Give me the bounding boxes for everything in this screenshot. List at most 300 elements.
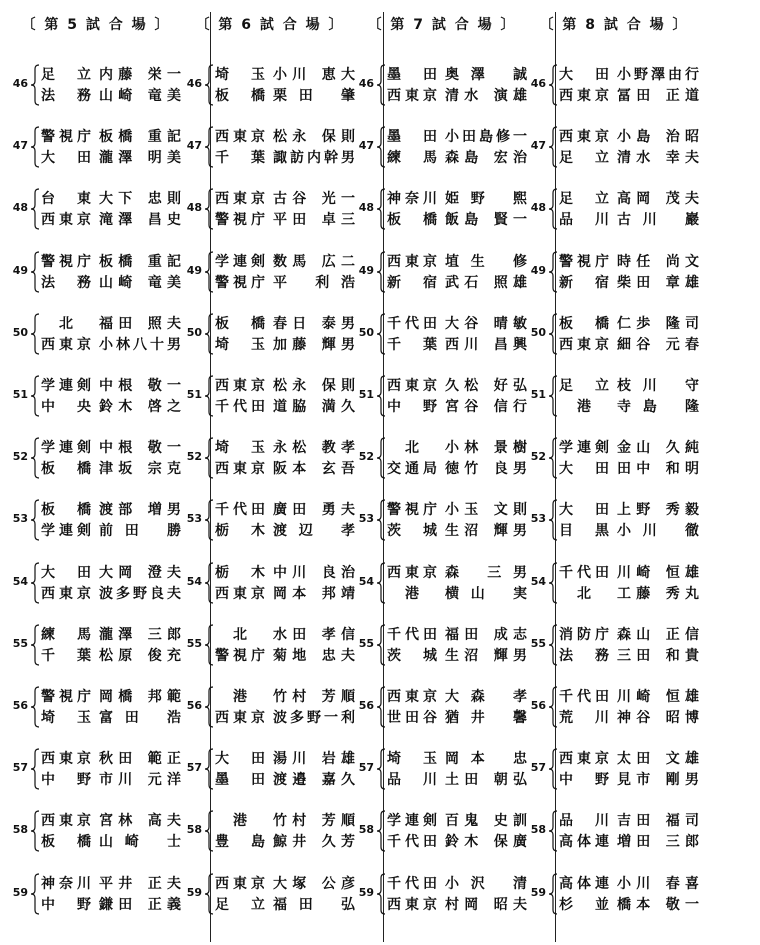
match-row (184, 685, 356, 729)
competitor-name: 徳竹 良男 (445, 461, 527, 478)
competitor-affiliation: 墨 田 (387, 129, 437, 146)
pairing-brace-icon (204, 561, 214, 605)
pairing-brace-icon (204, 250, 214, 294)
competitor-name: 小島 治昭 (617, 129, 699, 146)
match-row (528, 809, 700, 853)
court-heading: 〔 第 7 試 合 場 〕 (367, 17, 517, 33)
competitor-affiliation: 警視庁 (559, 253, 609, 270)
competitor-affiliation: 墨 田 (215, 772, 265, 789)
match-number: 47 (358, 139, 374, 153)
competitor-name: 生沼 輝男 (445, 647, 527, 664)
match-number: 50 (12, 325, 28, 339)
competitor-affiliation: 千代田 (387, 834, 437, 851)
competitor-affiliation: 西東京 (387, 689, 437, 705)
match-row (10, 312, 182, 356)
competitor-affiliation: 警視庁 (215, 212, 265, 229)
competitor-name: 清水 幸夫 (617, 150, 699, 167)
competitor-affiliation: 西東京 (41, 813, 91, 830)
pairing-brace-icon (30, 63, 40, 107)
match-row (184, 872, 356, 916)
competitor-line (215, 334, 355, 354)
competitor-affiliation: 千 葉 (215, 150, 265, 167)
competitor-name: 清水 演雄 (445, 88, 527, 104)
competitor-affiliation: 西東京 (387, 896, 437, 913)
match-row (184, 623, 356, 667)
competitor-name: 小川 春喜 (617, 875, 699, 892)
match-number: 47 (530, 139, 546, 153)
match-number: 50 (358, 325, 374, 339)
pairing-brace-icon (376, 374, 386, 418)
match-number: 51 (186, 388, 202, 401)
match-row (10, 125, 182, 169)
pairing-brace-icon (204, 498, 214, 542)
match-row (528, 872, 700, 916)
match-number: 52 (186, 450, 202, 464)
match-number: 57 (358, 761, 374, 775)
competitor-name: 見市 剛男 (617, 772, 699, 789)
competitor-name: 村岡 昭夫 (445, 896, 527, 913)
competitor-affiliation: 千 葉 (387, 336, 437, 353)
competitor-line (215, 85, 355, 105)
pairing-brace-icon (204, 374, 214, 418)
competitor-line (387, 583, 527, 603)
match-number: 55 (12, 636, 28, 650)
competitor-affiliation: 千代田 (559, 564, 609, 581)
competitor-affiliation: 学連剣 (559, 440, 609, 457)
competitor-affiliation: 栃 木 (215, 564, 265, 581)
competitor-line (387, 873, 527, 893)
match-row (184, 63, 356, 107)
competitor-affiliation: 警視庁 (41, 129, 91, 146)
competitor-name: 仁歩 隆司 (617, 315, 699, 332)
pairing-brace-icon (204, 685, 214, 729)
competitor-affiliation: 足 立 (215, 896, 265, 913)
match-row (528, 561, 700, 605)
competitor-affiliation: 西東京 (41, 585, 91, 602)
match-row (528, 498, 700, 542)
match-number: 50 (530, 325, 546, 339)
match-number: 52 (530, 450, 546, 464)
competitor-name: 小沢 清 (445, 875, 527, 892)
competitor-line (41, 748, 181, 768)
competitor-affiliation: 千代田 (387, 626, 437, 643)
competitor-line (215, 458, 355, 478)
competitor-name: 埴生 修 (445, 253, 527, 270)
pairing-brace-icon (376, 623, 386, 667)
competitor-line (215, 396, 355, 416)
competitor-affiliation: 板 橋 (387, 212, 437, 229)
competitor-name: 森島 宏治 (445, 150, 527, 167)
competitor-name: 山崎 竜美 (99, 88, 181, 104)
competitor-name: 中根 敬一 (99, 440, 181, 457)
competitor-affiliation: 足 立 (559, 378, 609, 394)
competitor-affiliation: 学連剣 (41, 378, 91, 394)
competitor-line (387, 272, 527, 292)
competitor-line (215, 499, 355, 519)
competitor-affiliation: 高体連 (559, 875, 609, 892)
pairing-brace-icon (204, 872, 214, 916)
competitor-affiliation: 北 (577, 585, 591, 602)
competitor-affiliation: 品 川 (387, 772, 437, 789)
competitor-affiliation: 板 橋 (41, 834, 91, 851)
match-row (10, 436, 182, 480)
competitor-line (559, 645, 699, 665)
competitor-affiliation: 北 (59, 315, 73, 332)
competitor-line (41, 520, 181, 540)
competitor-affiliation: 西東京 (559, 751, 609, 768)
pairing-brace-icon (548, 250, 558, 294)
match-row (356, 747, 528, 791)
competitor-affiliation: 高体連 (559, 834, 609, 851)
match-number: 51 (358, 388, 374, 401)
match-number: 51 (12, 388, 28, 401)
match-row (184, 436, 356, 480)
competitor-name: 鎌田 正義 (99, 896, 181, 913)
competitor-line (387, 748, 527, 768)
competitor-name: 岡橋 邦範 (99, 689, 181, 705)
competitor-affiliation: 栃 木 (215, 523, 265, 540)
competitor-name: 太田 文雄 (617, 751, 699, 768)
competitor-name: 平 利浩 (273, 274, 355, 291)
match-number: 54 (186, 574, 202, 588)
match-number: 52 (358, 450, 374, 464)
competitor-name: 津坂 宗克 (99, 461, 181, 478)
competitor-line (41, 209, 181, 229)
competitor-name: 諏訪内幹男 (273, 150, 355, 167)
competitor-line (559, 499, 699, 519)
pairing-brace-icon (548, 436, 558, 480)
pairing-brace-icon (204, 436, 214, 480)
competitor-name: 柴田 章雄 (617, 274, 699, 291)
competitor-line (387, 810, 527, 830)
competitor-line (41, 188, 181, 208)
pairing-brace-icon (30, 187, 40, 231)
competitor-name: 百鬼 史訓 (445, 813, 527, 830)
competitor-affiliation: 茨 城 (387, 523, 437, 540)
competitor-name: 竹村 芳順 (273, 813, 355, 830)
match-number: 55 (358, 636, 374, 650)
competitor-name: 上野 秀毅 (617, 502, 699, 519)
pairing-brace-icon (30, 561, 40, 605)
match-number: 46 (186, 77, 202, 90)
match-row (528, 125, 700, 169)
competitor-line (41, 499, 181, 519)
competitor-affiliation: 台 東 (41, 191, 91, 208)
competitor-line (41, 894, 181, 914)
competitor-line (559, 147, 699, 167)
competitor-affiliation: 板 橋 (41, 502, 91, 519)
match-number: 47 (12, 139, 28, 153)
competitor-line (387, 209, 527, 229)
competitor-line (215, 748, 355, 768)
competitor-affiliation: 杉 並 (559, 896, 609, 913)
match-number: 57 (186, 761, 202, 775)
competitor-affiliation: 西東京 (41, 212, 91, 229)
pairing-brace-icon (30, 809, 40, 853)
competitor-affiliation: 北 (233, 626, 247, 643)
competitor-affiliation: 西東京 (41, 336, 91, 353)
competitor-line (41, 64, 181, 84)
competitor-line (387, 313, 527, 333)
competitor-line (215, 583, 355, 603)
competitor-affiliation: 西東京 (215, 461, 265, 478)
competitor-name: 前田 勝 (99, 523, 181, 540)
competitor-affiliation: 千 葉 (41, 647, 91, 664)
match-row (356, 250, 528, 294)
court-heading: 〔 第 5 試 合 場 〕 (21, 17, 171, 33)
competitor-line (559, 583, 699, 603)
competitor-affiliation: 法 務 (559, 647, 609, 664)
pairing-brace-icon (376, 63, 386, 107)
competitor-name: 枝川 守 (617, 378, 699, 394)
competitor-affiliation: 消防庁 (559, 626, 609, 643)
competitor-line (387, 707, 527, 727)
competitor-name: 加藤 輝男 (273, 336, 355, 353)
competitor-affiliation: 板 橋 (215, 315, 265, 332)
competitor-line (387, 251, 527, 271)
pairing-brace-icon (204, 312, 214, 356)
competitor-name: 橋本 敬一 (617, 896, 699, 913)
match-number: 53 (12, 512, 28, 526)
match-row (184, 498, 356, 542)
competitor-line (41, 810, 181, 830)
competitor-affiliation: 西東京 (559, 129, 609, 146)
competitor-affiliation: 新 宿 (559, 274, 609, 291)
competitor-name: 瀧澤 明美 (99, 150, 181, 167)
competitor-name: 三田 和貴 (617, 647, 699, 664)
match-number: 48 (358, 201, 374, 215)
competitor-affiliation: 警視庁 (215, 274, 265, 291)
match-row (356, 685, 528, 729)
match-row (10, 250, 182, 294)
competitor-line (559, 64, 699, 84)
competitor-affiliation: 西東京 (559, 336, 609, 353)
competitor-line (387, 126, 527, 146)
competitor-name: 小川 徹 (617, 523, 699, 540)
competitor-name: 富田 浩 (99, 710, 181, 726)
competitor-name: 福田 照夫 (99, 315, 181, 332)
competitor-affiliation: 西東京 (215, 129, 265, 146)
competitor-affiliation: 練 馬 (387, 150, 437, 167)
competitor-line (215, 209, 355, 229)
pairing-brace-icon (548, 498, 558, 542)
competitor-line (215, 624, 355, 644)
competitor-line (215, 126, 355, 146)
competitor-name: 猶井 馨 (445, 710, 527, 726)
match-number: 46 (358, 77, 374, 90)
match-row (10, 498, 182, 542)
competitor-line (41, 396, 181, 416)
pairing-brace-icon (376, 747, 386, 791)
pairing-brace-icon (204, 623, 214, 667)
competitor-affiliation: 埼 玉 (41, 710, 91, 726)
match-number: 46 (12, 77, 28, 90)
competitor-affiliation: 港 (577, 399, 591, 415)
competitor-line (559, 873, 699, 893)
match-number: 57 (12, 761, 28, 775)
competitor-line (215, 873, 355, 893)
competitor-affiliation: 法 務 (41, 274, 91, 291)
pairing-brace-icon (548, 872, 558, 916)
competitor-name: 数馬 広二 (273, 253, 355, 270)
competitor-name: 大谷 晴敏 (445, 315, 527, 332)
competitor-affiliation: 警視庁 (215, 647, 265, 664)
pairing-brace-icon (204, 125, 214, 169)
competitor-line (215, 831, 355, 851)
competitor-name: 板橋 重記 (99, 129, 181, 146)
competitor-name: 神谷 昭博 (617, 710, 699, 726)
competitor-affiliation: 埼 玉 (215, 336, 265, 353)
competitor-line (41, 645, 181, 665)
competitor-name: 小川 恵大 (273, 67, 355, 83)
competitor-name: 小林八十男 (99, 336, 181, 353)
match-row (528, 312, 700, 356)
competitor-name: 山崎 士 (99, 834, 181, 851)
pairing-brace-icon (376, 809, 386, 853)
match-row (184, 250, 356, 294)
competitor-affiliation: 大 田 (41, 564, 91, 581)
competitor-affiliation: 荒 川 (559, 710, 609, 726)
competitor-line (387, 645, 527, 665)
competitor-affiliation: 目 黒 (559, 523, 609, 540)
competitor-line (215, 810, 355, 830)
pairing-brace-icon (376, 872, 386, 916)
competitor-line (215, 562, 355, 582)
competitor-affiliation: 埼 玉 (215, 440, 265, 457)
competitor-line (559, 209, 699, 229)
competitor-affiliation: 学連剣 (41, 523, 91, 540)
competitor-line (41, 147, 181, 167)
competitor-name: 波多野一利 (273, 710, 355, 726)
match-number: 49 (186, 263, 202, 277)
match-row (10, 747, 182, 791)
match-row (356, 872, 528, 916)
competitor-affiliation: 中 野 (387, 399, 437, 415)
competitor-name: 道脇 満久 (273, 399, 355, 415)
match-row (184, 187, 356, 231)
pairing-brace-icon (376, 312, 386, 356)
competitor-affiliation: 神奈川 (41, 875, 91, 892)
competitor-line (215, 686, 355, 706)
competitor-affiliation: 大 田 (215, 751, 265, 768)
competitor-name: 古谷 光一 (273, 191, 355, 208)
competitor-affiliation: 西東京 (387, 378, 437, 394)
competitor-name: 奥澤 誠 (445, 67, 527, 83)
match-number: 47 (186, 139, 202, 153)
competitor-affiliation: 学連剣 (387, 813, 437, 830)
competitor-name: 山崎 竜美 (99, 274, 181, 291)
match-number: 54 (12, 574, 28, 588)
match-row (356, 809, 528, 853)
competitor-affiliation: 大 田 (559, 67, 609, 83)
competitor-name: 湯川 岩雄 (273, 751, 355, 768)
competitor-line (559, 437, 699, 457)
competitor-line (559, 769, 699, 789)
pairing-brace-icon (204, 187, 214, 231)
match-number: 56 (186, 699, 202, 712)
match-row (184, 374, 356, 418)
pairing-brace-icon (30, 374, 40, 418)
competitor-affiliation: 板 橋 (41, 461, 91, 478)
competitor-name: 春日 泰男 (273, 315, 355, 332)
competitor-line (215, 147, 355, 167)
match-number: 58 (530, 823, 546, 837)
competitor-line (559, 707, 699, 727)
match-number: 53 (530, 512, 546, 526)
competitor-affiliation: 中 野 (41, 772, 91, 789)
competitor-line (41, 375, 181, 395)
competitor-name: 竹村 芳順 (273, 689, 355, 705)
pairing-brace-icon (548, 125, 558, 169)
competitor-name: 小野澤由行 (617, 67, 699, 83)
match-row (10, 809, 182, 853)
competitor-line (559, 85, 699, 105)
competitor-line (387, 188, 527, 208)
competitor-affiliation: 千代田 (559, 689, 609, 705)
match-row (10, 685, 182, 729)
competitor-name: 小林 景樹 (445, 440, 527, 457)
pairing-brace-icon (548, 809, 558, 853)
pairing-brace-icon (30, 498, 40, 542)
competitor-affiliation: 大 田 (559, 502, 609, 519)
competitor-name: 渡部 増男 (99, 502, 181, 519)
competitor-name: 工藤 秀丸 (617, 585, 699, 602)
match-number: 59 (358, 885, 374, 899)
competitor-affiliation: 西東京 (387, 88, 437, 104)
competitor-line (215, 375, 355, 395)
pairing-brace-icon (548, 747, 558, 791)
competitor-line (215, 769, 355, 789)
competitor-line (559, 831, 699, 851)
match-number: 57 (530, 761, 546, 775)
competitor-line (387, 686, 527, 706)
match-row (184, 561, 356, 605)
match-number: 49 (358, 263, 374, 277)
competitor-name: 松原 俊充 (99, 647, 181, 664)
competitor-affiliation: 警視庁 (41, 253, 91, 270)
competitor-line (41, 583, 181, 603)
competitor-name: 秋田 範正 (99, 751, 181, 768)
competitor-line (41, 272, 181, 292)
competitor-name: 小玉 文則 (445, 502, 527, 519)
competitor-name: 西川 昌興 (445, 336, 527, 353)
competitor-line (559, 251, 699, 271)
competitor-line (215, 251, 355, 271)
competitor-name: 森山 正信 (617, 626, 699, 643)
competitor-line (215, 645, 355, 665)
competitor-name: 宮谷 信行 (445, 399, 527, 415)
competitor-affiliation: 西東京 (215, 191, 265, 208)
competitor-affiliation: 西東京 (387, 564, 437, 581)
competitor-line (387, 769, 527, 789)
competitor-name: 水田 孝信 (273, 626, 355, 643)
court-column (184, 0, 356, 945)
match-number: 48 (530, 201, 546, 215)
competitor-line (41, 85, 181, 105)
competitor-line (41, 873, 181, 893)
competitor-affiliation: 品 川 (559, 813, 609, 830)
match-number: 59 (530, 885, 546, 899)
competitor-affiliation: 埼 玉 (387, 751, 437, 768)
competitor-line (387, 437, 527, 457)
competitor-affiliation: 千代田 (387, 875, 437, 892)
court-column (356, 0, 528, 945)
competitor-name: 鈴木 保廣 (445, 834, 527, 851)
competitor-line (559, 894, 699, 914)
pairing-brace-icon (376, 436, 386, 480)
competitor-line (41, 334, 181, 354)
competitor-affiliation: 足 立 (559, 191, 609, 208)
